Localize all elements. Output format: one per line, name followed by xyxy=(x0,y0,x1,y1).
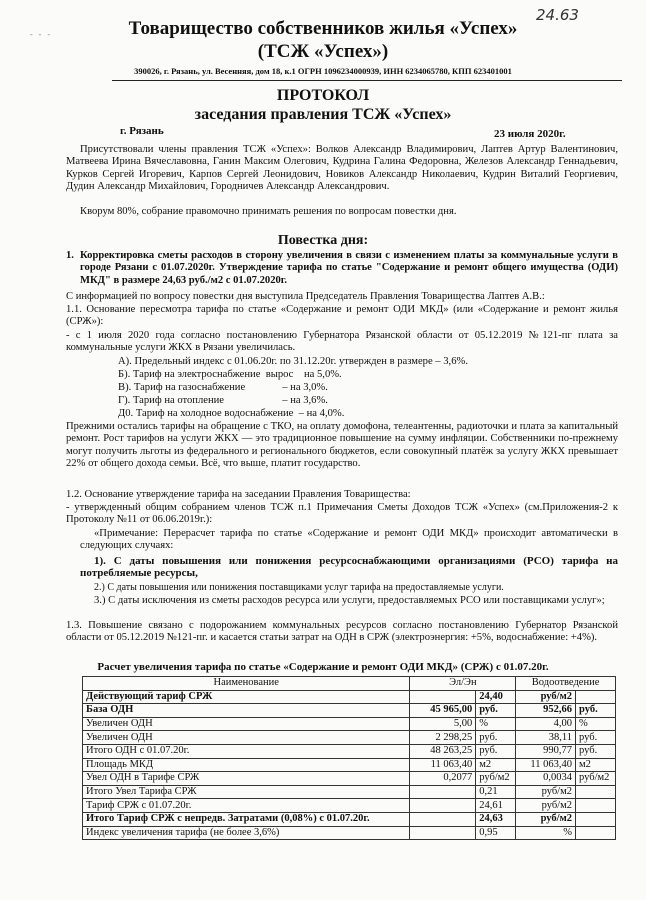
cell-el-value: 45 965,00 xyxy=(410,704,476,718)
cell-water-unit xyxy=(576,812,616,826)
row-name: База ОДН xyxy=(83,704,410,718)
cell-el-value xyxy=(410,785,476,799)
date: 23 июля 2020г. xyxy=(494,128,566,140)
cell-el-unit: 24,40 xyxy=(476,690,516,704)
agenda-title: Повестка дня: xyxy=(277,233,369,248)
row-name: Индекс увеличения тарифа (не более 3,6%) xyxy=(83,826,410,840)
cell-water-unit xyxy=(576,826,616,840)
cell-water-value: 990,77 xyxy=(516,744,576,758)
cell-el-unit: 24,63 xyxy=(476,812,516,826)
corner-mark: - - - xyxy=(30,30,52,39)
cell-water-unit: м2 xyxy=(576,758,616,772)
header-divider xyxy=(112,80,622,81)
cell-water-unit: руб. xyxy=(576,704,616,718)
cell-el-value xyxy=(410,812,476,826)
cell-water-value: 0,0034 xyxy=(516,772,576,786)
cell-el-value xyxy=(410,690,476,704)
note-paragraph: «Примечание: Перерасчет тарифа по статье «Содержание и ремонт ОДИ МКД» происходит автоматически в следующих случаях: xyxy=(80,528,618,552)
table-row xyxy=(83,731,616,745)
row-name: Увеличен ОДН xyxy=(83,731,410,745)
row-name: Действующий тариф СРЖ xyxy=(83,690,410,704)
cell-water-value: 952,66 xyxy=(516,704,576,718)
table-row xyxy=(83,826,616,840)
org-name: Товарищество собственников жилья «Успех» xyxy=(128,18,518,39)
row-name: Итого Увел Тарифа СРЖ xyxy=(83,785,410,799)
cell-el-unit: руб/м2 xyxy=(476,772,516,786)
cell-el-unit: 24,61 xyxy=(476,799,516,813)
cell-water-unit xyxy=(576,690,616,704)
paragraph-1-2: 1.2. Основание утверждение тарифа на заседании Правления Товарищества: xyxy=(66,489,411,500)
tariff-calculation-table xyxy=(82,676,616,840)
cell-water-value: 38,11 xyxy=(516,731,576,745)
attendees: Присутствовали члены правления ТСЖ «Успех»: Волков Александр Владимирович, Лаптев Артур Валентинович, Матвеева Ирина Вячеславовна, Ганин Максим Олегович, Кудрина Галина Федоровна, Железов Александр Геннадьевич, Курков Сергей Игоревич, Карпов Сергей Леонидович, Новиков Александр Николаевич, Кудрин Виталий Георгиевич, Дудин Александр Михайлович, Городничев Александр Александрович. xyxy=(66,144,618,193)
cell-water-unit: руб/м2 xyxy=(576,772,616,786)
row-name: Площадь МКД xyxy=(83,758,410,772)
row-name: Увеличен ОДН xyxy=(83,717,410,731)
cell-water-value: руб/м2 xyxy=(516,799,576,813)
cell-water-value: 11 063,40 xyxy=(516,758,576,772)
page-subtitle: заседания правления ТСЖ «Успех» xyxy=(194,106,452,123)
paragraph-1-3: 1.3. Повышение связано с подорожанием коммунальных ресурсов согласно постановлению Губернатор Рязанской области от 05.12.2019 №121-пг. и касается статьи затрат на ОДН в СРЖ (электроэнергия: +5%, водоснабжение: +4%). xyxy=(66,620,618,644)
table-caption: Расчет увеличения тарифа по статье «Содержание и ремонт ОДИ МКД» (СРЖ) с 01.07.20г. xyxy=(97,661,549,673)
list-item: Б). Тариф на электроснабжение вырос на 5,0%. xyxy=(118,369,342,380)
org-address: 390026, г. Рязань, ул. Весенняя, дом 18, к.1 ОГРН 1096234000939, ИНН 6234065780, КПП 623401001 xyxy=(134,66,512,76)
quorum: Кворум 80%, собрание правомочно принимать решения по вопросам повестки дня. xyxy=(80,206,457,217)
list-item: В). Тариф на газоснабжение – на 3,0%. xyxy=(118,382,328,393)
header-electricity: Эл/Эн xyxy=(410,677,516,691)
table-row xyxy=(83,717,616,731)
cell-el-value: 5,00 xyxy=(410,717,476,731)
cell-el-unit: руб. xyxy=(476,731,516,745)
table-header-row xyxy=(83,677,616,691)
cell-el-unit: 0,21 xyxy=(476,785,516,799)
cell-water-value: руб/м2 xyxy=(516,812,576,826)
table-row xyxy=(83,744,616,758)
cell-el-value: 11 063,40 xyxy=(410,758,476,772)
table-row xyxy=(83,812,616,826)
agenda-item-number: 1. xyxy=(66,250,74,261)
list-item: Д0. Тариф на холодное водоснабжение – на 4,0%. xyxy=(118,408,345,419)
cell-water-value: руб/м2 xyxy=(516,690,576,704)
cell-water-unit: руб. xyxy=(576,731,616,745)
cell-el-value: 48 263,25 xyxy=(410,744,476,758)
city: г. Рязань xyxy=(120,125,164,137)
table-row xyxy=(83,772,616,786)
case-1: 1). С даты повышения или понижения ресурсоснабжающими организациями (РСО) тарифа на потребляемые ресурсы, xyxy=(80,555,618,580)
org-short: (ТСЖ «Успех») xyxy=(257,41,389,62)
row-name: Увел ОДН в Тарифе СРЖ xyxy=(83,772,410,786)
paragraph-1-1-a: - с 1 июля 2020 года согласно постановлению Губернатора Рязанской области от 05.12.2019 №121-пг плата за коммунальные услуги ЖКХ в Рязани увеличилась. xyxy=(66,330,618,354)
cell-el-unit: руб. xyxy=(476,704,516,718)
cell-el-unit: % xyxy=(476,717,516,731)
paragraph-1-1: 1.1. Основание пересмотра тарифа по статье «Содержание и ремонт ОДИ МКД» (или «Содержание и ремонт жилья (СРЖ»): xyxy=(66,304,618,328)
list-item: Г). Тариф на отопление – на 3,6%. xyxy=(118,395,328,406)
table-row xyxy=(83,758,616,772)
cell-water-unit: % xyxy=(576,717,616,731)
paragraph-1-2-a: - утвержденный общим собранием членов ТСЖ п.1 Примечания Сметы Доходов ТСЖ «Успех» (см.Приложения-2 к Протоколу №11 от 06.06.2019г.): xyxy=(66,502,618,526)
cell-el-unit: 0,95 xyxy=(476,826,516,840)
table-row xyxy=(83,690,616,704)
cell-water-value: 4,00 xyxy=(516,717,576,731)
table-row xyxy=(83,704,616,718)
row-name: Тариф СРЖ с 01.07.20г. xyxy=(83,799,410,813)
cell-el-unit: руб. xyxy=(476,744,516,758)
list-item: А). Предельный индекс с 01.06.20г. по 31.12.20г. утвержден в размере – 3,6%. xyxy=(118,356,468,367)
header-name: Наименование xyxy=(83,677,410,691)
cell-water-unit xyxy=(576,785,616,799)
cell-water-unit xyxy=(576,799,616,813)
table-row xyxy=(83,785,616,799)
agenda-item-text: Корректировка сметы расходов в сторону увеличения в связи с изменением платы за коммунальные услуги в городе Рязани с 01.07.2020г. Утверждение тарифа по статье "Содержание и ремонт общего имущества (ОДИ) МКД" в размере 24,63 руб./м2 с 01.07.2020г. xyxy=(80,250,618,286)
cell-el-value xyxy=(410,826,476,840)
cell-water-value: % xyxy=(516,826,576,840)
speaker-line: С информацией по вопросу повестки дня выступила Председатель Правления Товарищества Лаптев А.В.: xyxy=(66,291,545,302)
handwritten-note: 24.63 xyxy=(536,6,579,24)
row-name: Итого ОДН с 01.07.20г. xyxy=(83,744,410,758)
cell-water-value: руб/м2 xyxy=(516,785,576,799)
case-3: 3.) С даты исключения из сметы расходов ресурса или услуги, предоставляемых РСО или поставщиками услуг»; xyxy=(94,595,605,606)
page-title: ПРОТОКОЛ xyxy=(276,87,370,104)
cell-el-value: 0,2077 xyxy=(410,772,476,786)
table-row xyxy=(83,799,616,813)
header-drainage: Водоотведение xyxy=(516,677,616,691)
cell-el-value xyxy=(410,799,476,813)
row-name: Итого Тариф СРЖ с непредв. Затратами (0,08%) с 01.07.20г. xyxy=(83,812,410,826)
case-2: 2.) С даты повышения или понижения поставщиками услуг тарифа на предоставляемые услуги. xyxy=(94,582,504,593)
cell-el-value: 2 298,25 xyxy=(410,731,476,745)
cell-water-unit: руб. xyxy=(576,744,616,758)
unchanged-tariffs-paragraph: Прежними остались тарифы на обращение с ТКО, на оплату домофона, телеантенны, радиоточки и плата за капитальный ремонт. Рост тарифов на услуги ЖКХ — это традиционное повышение на сумму инфляции. Собственники по-прежнему могут получить льготы из федерального и регионального бюджетов, если совокупный платёж за услугу ЖКХ превышает 22% от общего дохода семьи. Всё, что выше, платит государство. xyxy=(66,421,618,470)
cell-el-unit: м2 xyxy=(476,758,516,772)
